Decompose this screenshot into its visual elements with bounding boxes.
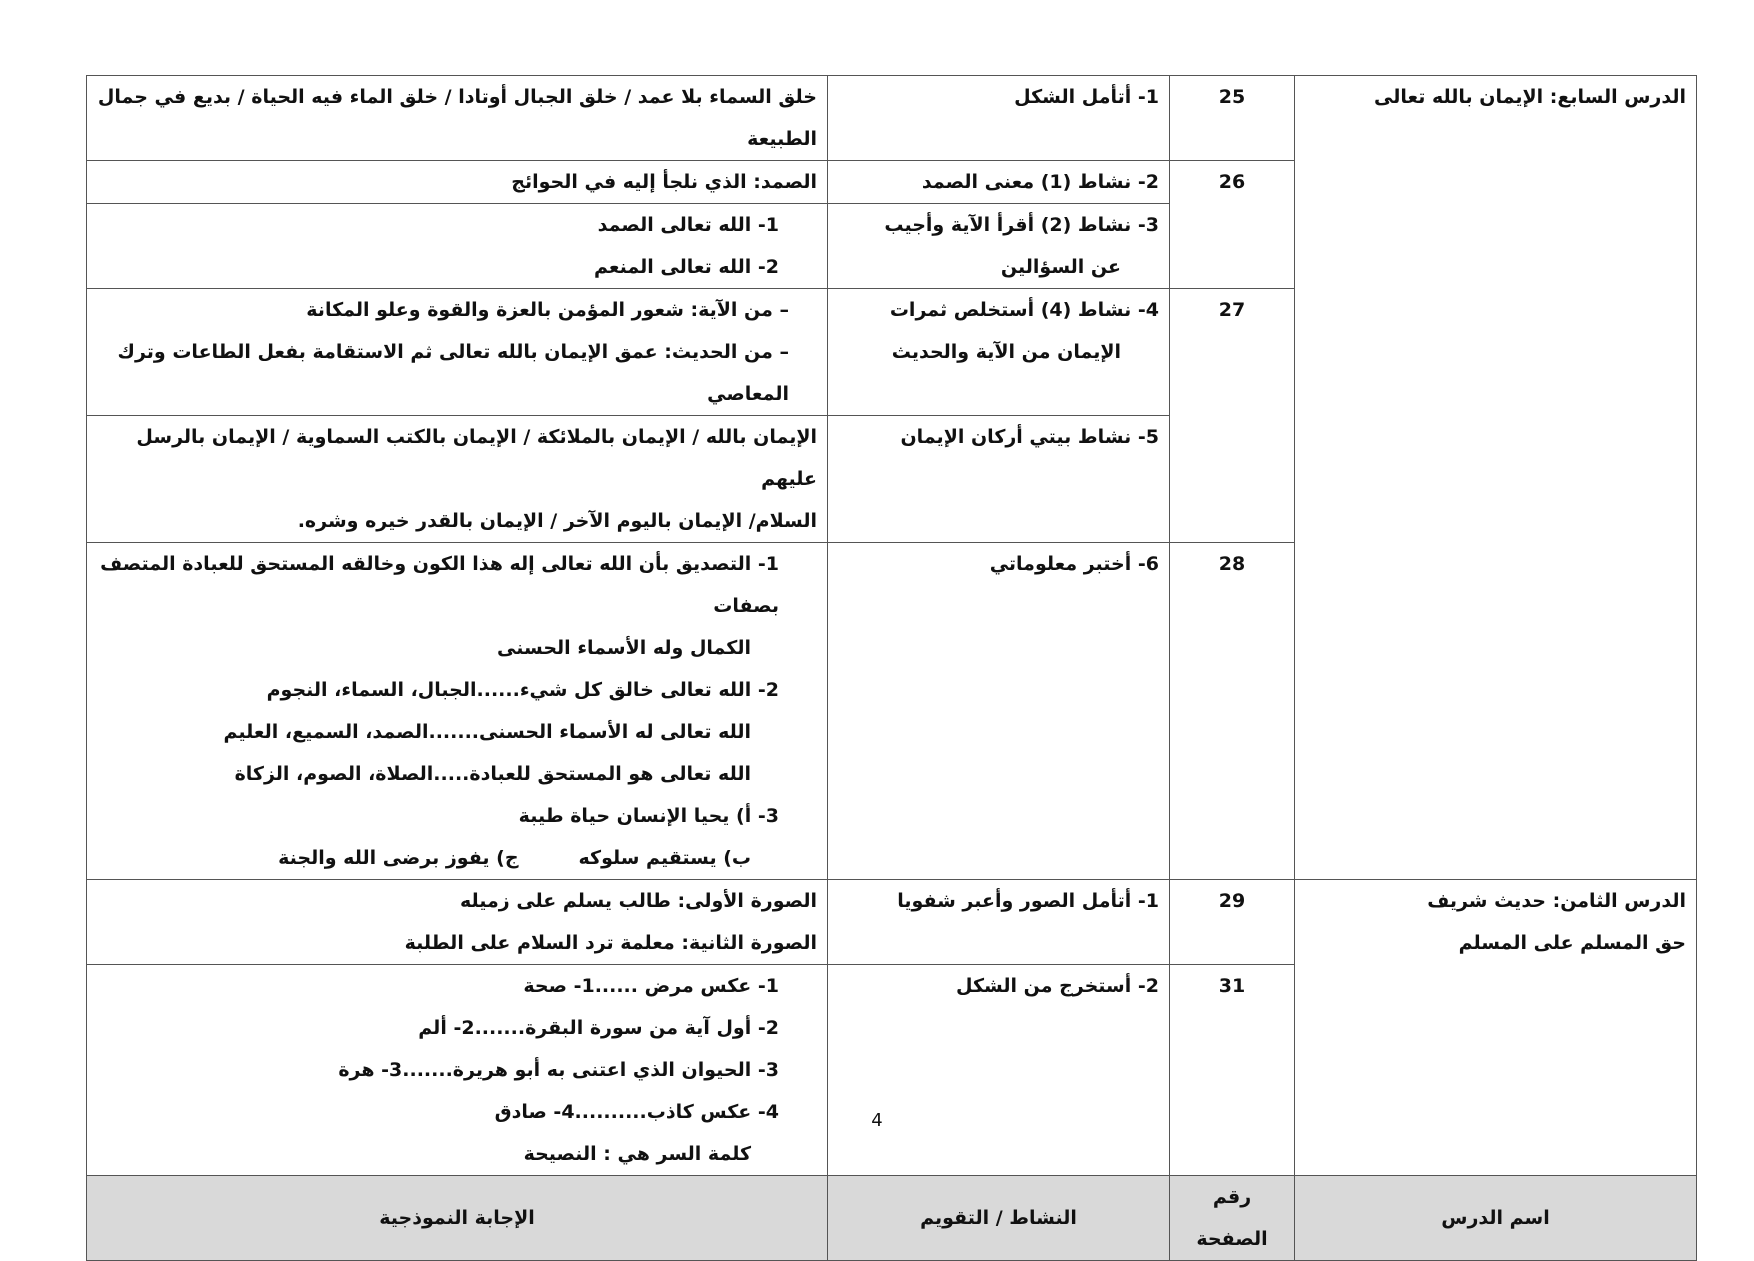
activity-text: 6- أختبر معلوماتي	[989, 553, 1159, 575]
answer-line	[97, 837, 817, 879]
activity-text: 2- نشاط (1) معنى الصمد	[921, 171, 1159, 193]
answer-line: 2- أول آية من سورة البقرة.......2- ألم	[418, 1017, 779, 1039]
table-row	[87, 880, 1697, 965]
answer-key-table	[86, 75, 1697, 1261]
header-page-number: رقم الصفحة	[1170, 1176, 1295, 1261]
answer-line: 2- الله تعالى المنعم	[593, 256, 779, 278]
answer-cell	[87, 543, 828, 880]
answer-line: 1- عكس مرض ......1- صحة	[523, 975, 779, 997]
activity-text: عن السؤالين	[1000, 256, 1121, 278]
answer-line: 1- الله تعالى الصمد	[597, 214, 779, 236]
answer-line: – من الآية: شعور المؤمن بالعزة والقوة وعلو المكانة	[306, 299, 789, 321]
answer-line: كلمة السر هي : النصيحة	[523, 1143, 751, 1165]
answer-line: 2- الله تعالى خالق كل شيء......الجبال، السماء، النجوم	[266, 679, 779, 701]
answer-line: الصورة الأولى: طالب يسلم على زميله	[459, 890, 817, 912]
answer-line: الله تعالى هو المستحق للعبادة.....الصلاة، الصوم، الزكاة	[234, 763, 751, 785]
answer-option-c: ج) يفوز برضى الله والجنة	[278, 847, 519, 869]
answer-line: الإيمان بالله / الإيمان بالملائكة / الإيمان بالكتب السماوية / الإيمان بالرسل عليهم	[136, 426, 817, 490]
activity-cell	[828, 289, 1170, 416]
activity-text: 3- نشاط (2) أقرأ الآية وأجيب	[884, 214, 1159, 236]
answer-cell	[87, 161, 828, 204]
header-model-answer: الإجابة النموذجية	[87, 1176, 828, 1261]
activity-text: الإيمان من الآية والحديث	[891, 341, 1121, 363]
answer-line: الكمال وله الأسماء الحسنى	[497, 637, 751, 659]
activity-text: 5- نشاط بيتي أركان الإيمان	[900, 426, 1159, 448]
activity-cell	[828, 543, 1170, 880]
page-cell: 26	[1170, 161, 1295, 289]
page-cell: 29	[1170, 880, 1295, 965]
lesson-cell	[1295, 76, 1697, 880]
activity-text: 1- أتأمل الشكل	[1014, 86, 1159, 108]
answer-line: الصورة الثانية: معلمة ترد السلام على الطلبة	[404, 932, 817, 954]
answer-line: الله تعالى له الأسماء الحسنى.......الصمد، السميع، العليم	[223, 721, 751, 743]
page-cell: 31	[1170, 965, 1295, 1176]
answer-line: – من الحديث: عمق الإيمان بالله تعالى ثم الاستقامة بفعل الطاعات وترك المعاصي	[117, 341, 789, 405]
answer-line: الصمد: الذي نلجأ إليه في الحوائج	[511, 171, 817, 193]
answer-cell	[87, 289, 828, 416]
activity-cell	[828, 161, 1170, 204]
activity-cell	[828, 965, 1170, 1176]
activity-cell	[828, 416, 1170, 543]
answer-cell	[87, 76, 828, 161]
answer-cell	[87, 416, 828, 543]
answer-option-b: ب) يستقيم سلوكه	[578, 847, 751, 869]
page-cell: 25	[1170, 76, 1295, 161]
page-cell: 28	[1170, 543, 1295, 880]
answer-line: 1- التصديق بأن الله تعالى إله هذا الكون وخالقه المستحق للعبادة المتصف بصفات	[100, 553, 779, 617]
answer-cell	[87, 880, 828, 965]
answer-cell	[87, 965, 828, 1176]
lesson-cell	[1295, 880, 1697, 1176]
lesson-title: الدرس السابع: الإيمان بالله تعالى	[1374, 86, 1686, 108]
activity-cell	[828, 76, 1170, 161]
answer-line: الطبيعة	[747, 128, 817, 150]
header-lesson-name: اسم الدرس	[1295, 1176, 1697, 1261]
answer-line: السلام/ الإيمان باليوم الآخر / الإيمان بالقدر خيره وشره.	[297, 510, 817, 532]
activity-text: 4- نشاط (4) أستخلص ثمرات	[889, 299, 1159, 321]
activity-text: 2- أستخرج من الشكل	[956, 975, 1159, 997]
activity-text: 1- أتأمل الصور وأعبر شفويا	[897, 890, 1159, 912]
answer-line: خلق السماء بلا عمد / خلق الجبال أوتادا / خلق الماء فيه الحياة / بديع في جمال	[97, 86, 817, 108]
answer-line: 3- الحيوان الذي اعتنى به أبو هريرة.......3- هرة	[338, 1059, 779, 1081]
activity-cell	[828, 880, 1170, 965]
header-activity: النشاط / التقويم	[828, 1176, 1170, 1261]
table-header-row	[87, 1176, 1697, 1261]
activity-cell	[828, 204, 1170, 289]
answer-line: 4- عكس كاذب..........4- صادق	[494, 1101, 779, 1123]
answer-cell	[87, 204, 828, 289]
page-number: 4	[871, 1110, 883, 1131]
answer-line: 3- أ) يحيا الإنسان حياة طيبة	[518, 805, 779, 827]
lesson-title: الدرس الثامن: حديث شريف	[1427, 890, 1686, 912]
page-cell: 27	[1170, 289, 1295, 543]
table-row	[87, 76, 1697, 161]
lesson-subtitle: حق المسلم على المسلم	[1458, 932, 1686, 954]
